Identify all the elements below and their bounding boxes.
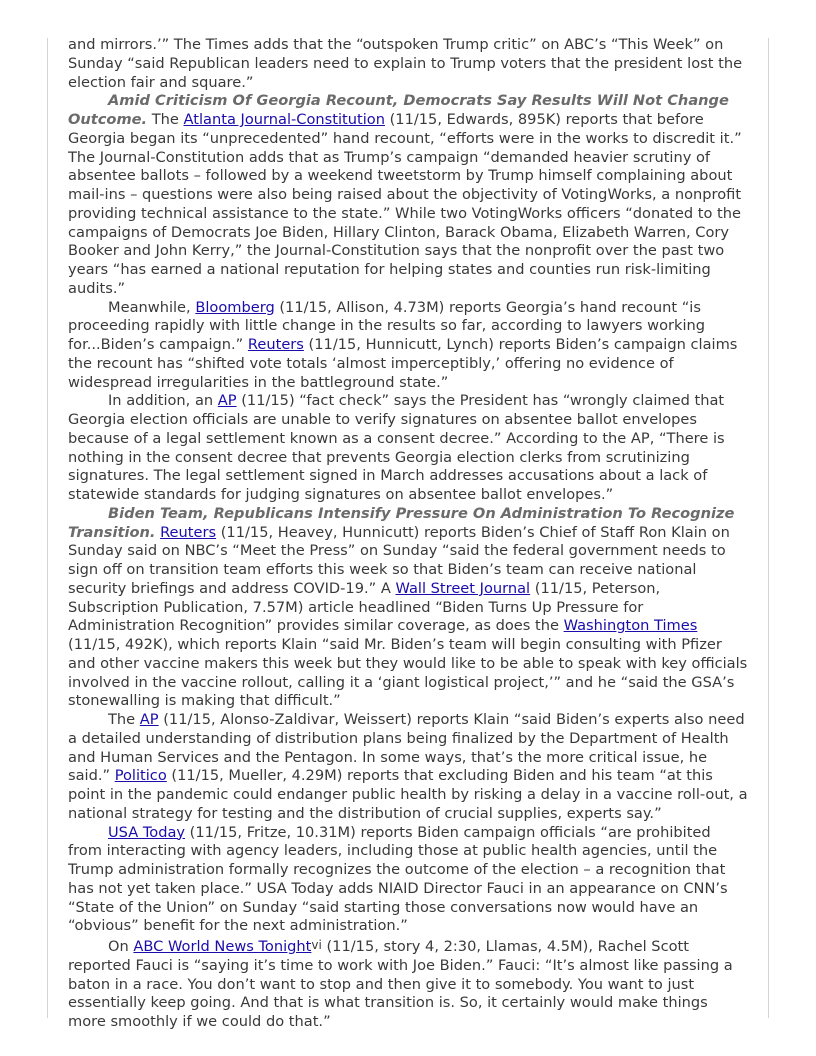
link-usa-today[interactable]: USA Today: [108, 823, 186, 841]
paragraph-abc-world-news: On ABC World News Tonight$^{vi}$ (11/15, story 4, 2:30, Llamas, 4.5M), Rachel Scott reported Fauci is “saying it’s time to work with Joe Biden.” Fauci: “It’s almost like passing a baton in a race. You don’t want to stop and then give it to somebody. You want to just essentially keep going. And that is what transition is. So, it certainly would make things more smoothly if we could do that.”: [68, 938, 733, 1030]
document-body: [68, 36, 748, 1032]
link-ap-klain[interactable]: AP: [139, 711, 159, 728]
link-bloomberg[interactable]: Bloomberg: [195, 298, 275, 316]
link-wall-street-journal[interactable]: Wall Street Journal: [395, 579, 531, 597]
left-margin-rule: [47, 38, 48, 1018]
paragraph-biden-transition: Biden Team, Republicans Intensify Pressure On Administration To Recognize Transition. Reuters (11/15, Heavey, Hunnicutt) reports Biden’s Chief of Staff Ron Klain on Sunday said on NBC’s “Meet the Press” on Sunday “said the federal government needs to sign off on transition team efforts this week so that Biden’s team can receive national security briefings and address COVID-19.” A Wall Street Journal (11/15, Peterson, Subscription Publication, 7.57M) article headlined “Biden Turns Up Pressure for Administration Recognition” provides similar coverage, as does the Washington Times (11/15, 492K), which reports Klain “said Mr. Biden’s team will begin consulting with Pfizer and other vaccine makers this week but they would like to be able to speak with key officials involved in the vaccine rollout, calling it a ‘giant logistical project,’” and he “said the GSA’s stonewalling is making that difficult.”: [68, 504, 748, 710]
footnote-marker[interactable]: vi: [311, 938, 322, 952]
paragraph-usa-today: USA Today (11/15, Fritze, 10.31M) reports Biden campaign officials “are prohibited from interacting with agency leaders, including those at public health agencies, until the Trump administration formally recognizes the outcome of the election – a recognition that has not yet taken place.” USA Today adds NIAID Director Fauci in an appearance on CNN’s “State of the Union” on Sunday “said starting those conversations now would have an “obvious” benefit for the next administration.”: [68, 823, 728, 935]
link-reuters[interactable]: Reuters: [247, 336, 304, 353]
link-reuters-transition[interactable]: Reuters: [160, 523, 217, 541]
paragraph-bloomberg: Meanwhile, Bloomberg (11/15, Allison, 4.73M) reports Georgia’s hand recount “is proceeding rapidly with little change in the results so far, according to lawyers working for...Biden’s campaign.” Reuters (11/15, Hunnicutt, Lynch) reports Biden’s campaign claims the recount has “shifted vote totals ‘almost imperceptibly,’ offering no evidence of widespread irregularities in the battleground state.”: [68, 298, 738, 391]
section-heading-biden-transition: Biden Team, Republicans Intensify Pressure On Administration To Recognize Transition.: [68, 504, 735, 541]
paragraph-ap-fact-check: In addition, an AP (11/15) “fact check” says the President has “wrongly claimed that Georgia election officials are unable to verify signatures on absentee ballot envelopes because of a legal settlement known as a consent decree.” According to the AP, “There is nothing in the consent decree that prevents Georgia election clerks from scrutinizing signatures. The legal settlement signed in March addresses accusations about a lack of statewide standards for judging signatures on absentee ballot envelopes.”: [68, 392, 725, 503]
link-washington-times[interactable]: Washington Times: [563, 617, 698, 635]
right-margin-rule: [768, 38, 769, 1018]
link-ap[interactable]: AP: [217, 392, 237, 410]
section-heading-georgia-recount: Amid Criticism Of Georgia Recount, Democrats Say Results Will Not Change Outcome.: [68, 92, 729, 128]
link-abc-world-news-tonight[interactable]: ABC World News Tonight: [133, 938, 312, 955]
link-atlanta-journal-constitution[interactable]: Atlanta Journal-Constitution: [183, 111, 385, 128]
paragraph-georgia-recount: Amid Criticism Of Georgia Recount, Democrats Say Results Will Not Change Outcome. The Atlanta Journal-Constitution (11/15, Edwards, 895K) reports that before Georgia began its “unprecedented” hand recount, “efforts were in the works to discredit it.” The Journal-Constitution adds that as Trump’s campaign “demanded heavier scrutiny of absentee ballots – followed by a weekend tweetstorm by Trump himself complaining about mail-ins – questions were also being raised about the objectivity of VotingWorks, a nonprofit providing technical assistance to the state.” While two VotingWorks officers “donated to the campaigns of Democrats Joe Biden, Hillary Clinton, Barack Obama, Elizabeth Warren, Cory Booker and John Kerry,” the Journal-Constitution says that the nonprofit over the past two years “has earned a national reputation for helping states and counties run risk-limiting audits.”: [68, 92, 742, 297]
paragraph-times-continuation: and mirrors.’” The Times adds that the “outspoken Trump critic” on ABC’s “This Week” on Sunday “said Republican leaders need to explain to Trump voters that the president lost the election fair and square.”: [68, 36, 743, 91]
link-politico[interactable]: Politico: [114, 767, 167, 785]
paragraph-ap-klain: The AP (11/15, Alonso-Zaldivar, Weissert) reports Klain “said Biden’s experts also need a detailed understanding of distribution plans being finalized by the Department of Health and Human Services and the Pentagon. In some ways, that’s the more critical issue, he said.” Politico (11/15, Mueller, 4.29M) reports that excluding Biden and his team “at this point in the pandemic could endanger public health by risking a delay in a vaccine roll-out, a national strategy for testing and the distribution of crucial supplies, experts say.”: [68, 711, 748, 822]
